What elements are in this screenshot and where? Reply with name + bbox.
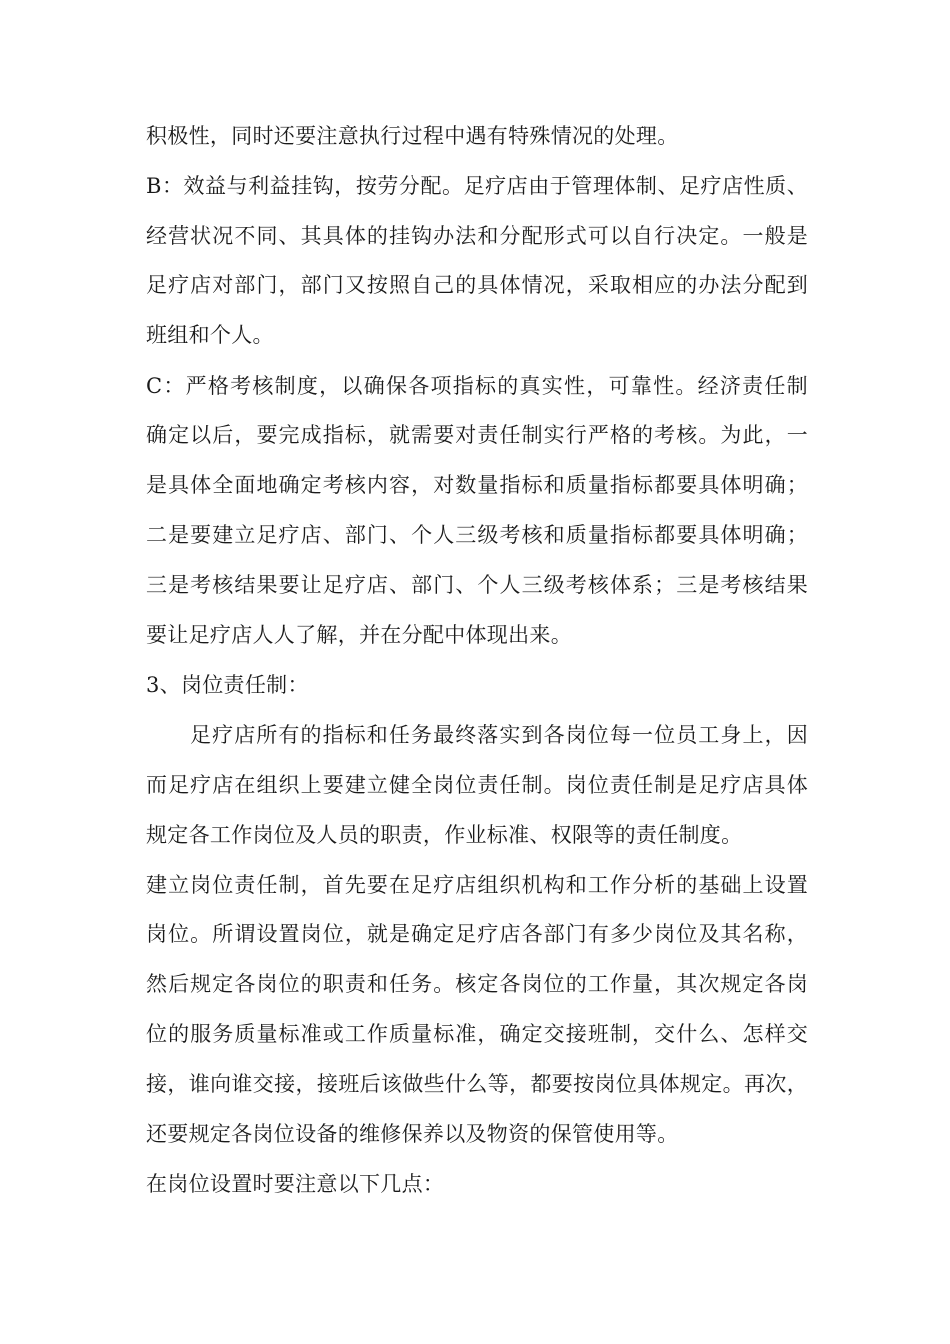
text-line: 规定各工作岗位及人员的职责，作业标准、权限等的责任制度。 [146, 823, 743, 847]
text-line: 足疗店所有的指标和任务最终落实到各岗位每一位员工身上，因 [190, 723, 808, 747]
text-line: 在岗位设置时要注意以下几点： [146, 1172, 445, 1196]
text-line: 要让足疗店人人了解，并在分配中体现出来。 [146, 623, 572, 647]
text-line: 足疗店对部门，部门又按照自己的具体情况，采取相应的办法分配到 [146, 273, 808, 297]
text-line: 还要规定各岗位设备的维修保养以及物资的保管使用等。 [146, 1122, 679, 1146]
text-line: 经营状况不同、其具体的挂钩办法和分配形式可以自行决定。一般是 [146, 224, 808, 248]
text-line: 建立岗位责任制，首先要在足疗店组织机构和工作分析的基础上设置 [146, 873, 808, 897]
text-line: 然后规定各岗位的职责和任务。核定各岗位的工作量，其次规定各岗 [146, 972, 808, 996]
text-line: 位的服务质量标准或工作质量标准，确定交接班制，交什么、怎样交 [146, 1022, 808, 1046]
text-line: C：严格考核制度，以确保各项指标的真实性，可靠性。经济责任制 [146, 374, 808, 398]
section-heading: 3、岗位责任制： [146, 673, 309, 697]
text-line: 岗位。所谓设置岗位，就是确定足疗店各部门有多少岗位及其名称， [146, 922, 808, 946]
text-line: 确定以后，要完成指标，就需要对责任制实行严格的考核。为此，一 [146, 423, 808, 447]
text-line: 班组和个人。 [146, 323, 274, 347]
text-line: 接，谁向谁交接，接班后该做些什么等，都要按岗位具体规定。再次， [146, 1072, 808, 1096]
text-line: 积极性，同时还要注意执行过程中遇有特殊情况的处理。 [146, 124, 679, 148]
text-line: 三是考核结果要让足疗店、部门、个人三级考核体系；三是考核结果 [146, 573, 808, 597]
text-line: 二是要建立足疗店、部门、个人三级考核和质量指标都要具体明确； [146, 523, 808, 547]
text-line: B：效益与利益挂钩，按劳分配。足疗店由于管理体制、足疗店性质、 [146, 174, 808, 198]
text-line: 而足疗店在组织上要建立健全岗位责任制。岗位责任制是足疗店具体 [146, 773, 808, 797]
text-line: 是具体全面地确定考核内容，对数量指标和质量指标都要具体明确； [146, 473, 808, 497]
